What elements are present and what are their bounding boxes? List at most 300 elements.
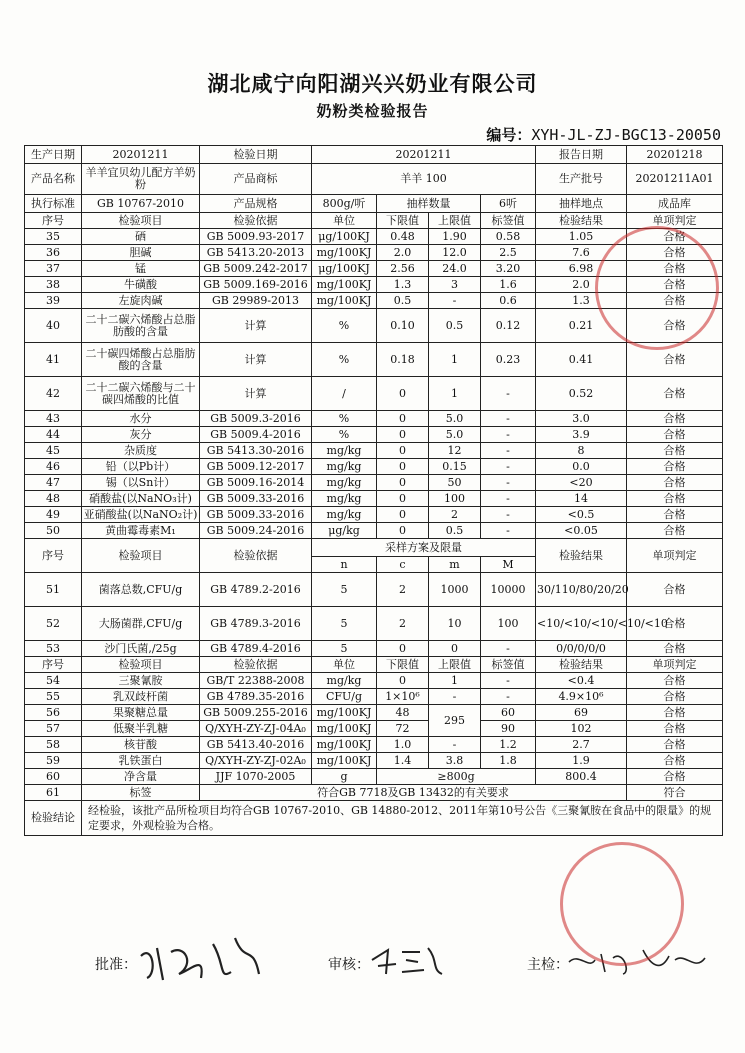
cell-label-value: 0.12 [481, 309, 536, 343]
info-value: 成品库 [627, 195, 723, 213]
cell-method: GB 5413.30-2016 [200, 443, 312, 459]
table-row [25, 721, 723, 737]
cell-judgment: 合格 [627, 377, 723, 411]
cell-lower-limit: 0 [377, 507, 429, 523]
cell-unit: mg/kg [312, 507, 377, 523]
cell-upper-limit: - [429, 737, 481, 753]
cell-lower-limit: 2.56 [377, 261, 429, 277]
cell-label-value: - [481, 377, 536, 411]
cell-unit: mg/100KJ [312, 705, 377, 721]
cell-method: GB 5413.20-2013 [200, 245, 312, 261]
table-row [25, 769, 723, 785]
cell-unit: mg/100KJ [312, 737, 377, 753]
cell-judgment: 合格 [627, 245, 723, 261]
cell-lower-limit: 0 [377, 491, 429, 507]
report-number [486, 124, 721, 145]
cell-result: 1.9 [536, 753, 627, 769]
cell-seq: 41 [25, 343, 82, 377]
cell-upper-limit: 100 [429, 491, 481, 507]
table-row [25, 607, 723, 641]
cell-result: 3.0 [536, 411, 627, 427]
cell-result: 800.4 [536, 769, 627, 785]
cell-judgment: 合格 [627, 411, 723, 427]
cell-c: 0 [377, 641, 429, 657]
cell-unit: % [312, 411, 377, 427]
cell-item: 乳双歧杆菌 [82, 689, 200, 705]
cell-lower-limit: 48 [377, 705, 429, 721]
cell-unit: μg/100KJ [312, 261, 377, 277]
cell-upper-limit: 1.90 [429, 229, 481, 245]
column-header: 检验结果 [536, 657, 627, 673]
cell-lower-limit: 72 [377, 721, 429, 737]
cell-judgment: 合格 [627, 769, 723, 785]
cell-seq: 43 [25, 411, 82, 427]
cell-method: GB 5009.33-2016 [200, 491, 312, 507]
cell-lower-limit: 0 [377, 673, 429, 689]
cell-upper-limit: 12 [429, 443, 481, 459]
table-row [25, 475, 723, 491]
cell-label-value: 1.8 [481, 753, 536, 769]
cell-lower-limit: 0 [377, 443, 429, 459]
cell-judgment: 合格 [627, 607, 723, 641]
cell-item: 硒 [82, 229, 200, 245]
cell-upper-limit: 3 [429, 277, 481, 293]
cell-lower-limit: 0 [377, 377, 429, 411]
cell-upper-limit: 5.0 [429, 427, 481, 443]
cell-label-value: - [481, 523, 536, 539]
cell-unit: mg/kg [312, 443, 377, 459]
cell-seq: 54 [25, 673, 82, 689]
table-row [25, 573, 723, 607]
cell-seq: 58 [25, 737, 82, 753]
column-header: 单项判定 [627, 213, 723, 229]
cell-lower-limit: 0.48 [377, 229, 429, 245]
cell-seq: 38 [25, 277, 82, 293]
cell-seq: 50 [25, 523, 82, 539]
cell-seq: 55 [25, 689, 82, 705]
cell-label-value: 0.58 [481, 229, 536, 245]
cell-item: 杂质度 [82, 443, 200, 459]
column-subheader: m [429, 557, 481, 573]
cell-judgment: 合格 [627, 261, 723, 277]
cell-result: 1.05 [536, 229, 627, 245]
cell-method: GB 5009.12-2017 [200, 459, 312, 475]
cell-seq: 53 [25, 641, 82, 657]
cell-seq: 61 [25, 785, 82, 801]
cell-lower-limit: 0 [377, 459, 429, 475]
column-header: 检验项目 [82, 213, 200, 229]
cell-item: 胆碱 [82, 245, 200, 261]
cell-result: <0.05 [536, 523, 627, 539]
cell-unit: mg/kg [312, 673, 377, 689]
cell-seq: 46 [25, 459, 82, 475]
cell-judgment: 合格 [627, 491, 723, 507]
cell-result: <0.5 [536, 507, 627, 523]
cell-method: JJF 1070-2005 [200, 769, 312, 785]
column-header: 标签值 [481, 657, 536, 673]
cell-label-value: 1.2 [481, 737, 536, 753]
cell-judgment: 合格 [627, 229, 723, 245]
inspection-seal-stamp [595, 226, 719, 350]
cell-method: GB/T 22388-2008 [200, 673, 312, 689]
cell-result: 0.21 [536, 309, 627, 343]
column-header: 序号 [25, 657, 82, 673]
column-header: 检验依据 [200, 213, 312, 229]
cell-lower-limit: 0 [377, 475, 429, 491]
column-header: 序号 [25, 213, 82, 229]
cell-item: 沙门氏菌,/25g [82, 641, 200, 657]
cell-lower-limit: 0 [377, 523, 429, 539]
info-value: 羊羊 100 [312, 164, 536, 195]
cell-item: 标签 [82, 785, 200, 801]
cell-lower-limit: 1.3 [377, 277, 429, 293]
cell-seq: 40 [25, 309, 82, 343]
cell-result: <0.4 [536, 673, 627, 689]
approve-label: 批准： [95, 957, 137, 973]
table3-header-row [25, 657, 723, 673]
cell-item: 核苷酸 [82, 737, 200, 753]
cell-judgment: 合格 [627, 523, 723, 539]
cell-judgment: 合格 [627, 689, 723, 705]
table-row [25, 377, 723, 411]
table1-header-row [25, 213, 723, 229]
cell-upper-limit: 12.0 [429, 245, 481, 261]
column-header: 单位 [312, 213, 377, 229]
cell-seq: 56 [25, 705, 82, 721]
cell-judgment: 合格 [627, 737, 723, 753]
cell-judgment: 合格 [627, 673, 723, 689]
cell-result: 0.52 [536, 377, 627, 411]
report-title: 奶粉类检验报告 [316, 102, 429, 120]
cell-judgment: 合格 [627, 721, 723, 737]
info-label: 生产日期 [25, 146, 82, 164]
table-row [25, 785, 723, 801]
cell-item: 三聚氰胺 [82, 673, 200, 689]
cell-n: 5 [312, 573, 377, 607]
cell-item: 二十二碳六烯酸占总脂肪酸的含量 [82, 309, 200, 343]
cell-item: 二十碳四烯酸占总脂肪酸的含量 [82, 343, 200, 377]
cell-label-value: 1.6 [481, 277, 536, 293]
cell-unit: % [312, 343, 377, 377]
cell-seq: 35 [25, 229, 82, 245]
info-value: 800g/听 [312, 195, 377, 213]
cell-method: GB 5009.33-2016 [200, 507, 312, 523]
cell-result: 0.0 [536, 459, 627, 475]
cell-lower-limit: 0.10 [377, 309, 429, 343]
cell-judgment: 合格 [627, 427, 723, 443]
cell-item: 黄曲霉毒素M₁ [82, 523, 200, 539]
cell-upper-limit: 3.8 [429, 753, 481, 769]
cell-item: 锡（以Sn计） [82, 475, 200, 491]
info-row-2 [25, 164, 723, 195]
cell-upper-limit: 0.5 [429, 523, 481, 539]
conclusion-label: 检验结论 [25, 801, 82, 836]
cell-item: 菌落总数,CFU/g [82, 573, 200, 607]
cell-result: 102 [536, 721, 627, 737]
info-label: 执行标准 [25, 195, 82, 213]
cell-label-value: - [481, 443, 536, 459]
column-header: 序号 [25, 539, 82, 573]
cell-upper-limit: 295 [429, 705, 481, 737]
cell-c: 2 [377, 607, 429, 641]
cell-judgment: 符合 [627, 785, 723, 801]
table-row [25, 753, 723, 769]
column-header: 检验项目 [82, 657, 200, 673]
cell-item: 二十二碳六烯酸与二十碳四烯酸的比值 [82, 377, 200, 411]
cell-method: 计算 [200, 377, 312, 411]
cell-unit: CFU/g [312, 689, 377, 705]
table-row [25, 443, 723, 459]
cell-requirement: 符合GB 7718及GB 13432的有关要求 [200, 785, 627, 801]
company-seal-stamp [560, 842, 684, 966]
info-label: 产品名称 [25, 164, 82, 195]
table-row [25, 459, 723, 475]
cell-result: <20 [536, 475, 627, 491]
cell-upper-limit: 1 [429, 377, 481, 411]
column-subheader: n [312, 557, 377, 573]
cell-unit: % [312, 309, 377, 343]
info-value: 20201218 [627, 146, 723, 164]
cell-item: 锰 [82, 261, 200, 277]
cell-method: GB 5413.40-2016 [200, 737, 312, 753]
cell-unit: mg/100KJ [312, 293, 377, 309]
cell-item: 亚硝酸盐(以NaNO₂计) [82, 507, 200, 523]
cell-label-value: - [481, 459, 536, 475]
table-row [25, 673, 723, 689]
column-header: 检验依据 [200, 539, 312, 573]
cell-lower-limit: 0 [377, 427, 429, 443]
cell-result: 8 [536, 443, 627, 459]
cell-item: 乳铁蛋白 [82, 753, 200, 769]
cell-M: - [481, 641, 536, 657]
cell-seq: 45 [25, 443, 82, 459]
cell-result: 2.7 [536, 737, 627, 753]
cell-label-value: - [481, 689, 536, 705]
cell-seq: 52 [25, 607, 82, 641]
conclusion-row [25, 801, 723, 836]
cell-seq: 60 [25, 769, 82, 785]
cell-label-value: 90 [481, 721, 536, 737]
cell-seq: 44 [25, 427, 82, 443]
column-header: 上限值 [429, 657, 481, 673]
table-row [25, 641, 723, 657]
table-row [25, 705, 723, 721]
cell-result: 6.98 [536, 261, 627, 277]
cell-item: 铅（以Pb计） [82, 459, 200, 475]
cell-unit: mg/100KJ [312, 277, 377, 293]
cell-item: 净含量 [82, 769, 200, 785]
cell-upper-limit: 1 [429, 673, 481, 689]
cell-lower-limit: 2.0 [377, 245, 429, 261]
cell-method: GB 29989-2013 [200, 293, 312, 309]
cell-label-value: - [481, 411, 536, 427]
cell-seq: 36 [25, 245, 82, 261]
cell-method: GB 5009.169-2016 [200, 277, 312, 293]
cell-unit: mg/100KJ [312, 245, 377, 261]
table-row [25, 343, 723, 377]
cell-label-value: 60 [481, 705, 536, 721]
cell-judgment: 合格 [627, 293, 723, 309]
column-header: 上限值 [429, 213, 481, 229]
cell-seq: 37 [25, 261, 82, 277]
cell-lower-limit: 1.4 [377, 753, 429, 769]
cell-judgment: 合格 [627, 475, 723, 491]
cell-upper-limit: 50 [429, 475, 481, 491]
table2-header-row [25, 539, 723, 557]
table-row [25, 507, 723, 523]
cell-result: 0/0/0/0/0 [536, 641, 627, 657]
cell-upper-limit: 0.5 [429, 309, 481, 343]
info-label: 报告日期 [536, 146, 627, 164]
table-row [25, 737, 723, 753]
cell-label-value: 0.23 [481, 343, 536, 377]
cell-judgment: 合格 [627, 459, 723, 475]
cell-unit: μg/100KJ [312, 229, 377, 245]
cell-unit: μg/kg [312, 523, 377, 539]
cell-label-value: - [481, 673, 536, 689]
cell-method: GB 5009.16-2014 [200, 475, 312, 491]
review-label: 审核： [328, 957, 370, 973]
column-header: 单项判定 [627, 657, 723, 673]
cell-item: 水分 [82, 411, 200, 427]
cell-unit: mg/kg [312, 475, 377, 491]
cell-n: 5 [312, 641, 377, 657]
cell-upper-limit: 24.0 [429, 261, 481, 277]
cell-method: GB 4789.4-2016 [200, 641, 312, 657]
info-value: 羊羊宜贝幼儿配方羊奶粉 [82, 164, 200, 195]
column-header: 下限值 [377, 213, 429, 229]
cell-item: 果聚糖总量 [82, 705, 200, 721]
column-header: 检验结果 [536, 213, 627, 229]
column-header: 采样方案及限量 [312, 539, 536, 557]
cell-unit: g [312, 769, 377, 785]
cell-judgment: 合格 [627, 753, 723, 769]
cell-upper-limit: 0.15 [429, 459, 481, 475]
cell-method: GB 4789.35-2016 [200, 689, 312, 705]
cell-item: 左旋肉碱 [82, 293, 200, 309]
table-row [25, 523, 723, 539]
report-number-value: XYH-JL-ZJ-BGC13-20050 [531, 126, 721, 144]
info-label: 产品规格 [200, 195, 312, 213]
cell-judgment: 合格 [627, 573, 723, 607]
info-row-3 [25, 195, 723, 213]
cell-m: 1000 [429, 573, 481, 607]
cell-lower-limit: 0 [377, 411, 429, 427]
info-label: 产品商标 [200, 164, 312, 195]
cell-limit: ≥800g [377, 769, 536, 785]
cell-m: 10 [429, 607, 481, 641]
cell-label-value: 0.6 [481, 293, 536, 309]
info-value: 20201211A01 [627, 164, 723, 195]
cell-M: 10000 [481, 573, 536, 607]
info-row-1 [25, 146, 723, 164]
cell-seq: 59 [25, 753, 82, 769]
cell-item: 灰分 [82, 427, 200, 443]
reviewer-signature [368, 940, 448, 980]
cell-result: <10/<10/<10/<10/<10 [536, 607, 627, 641]
cell-item: 低聚半乳糖 [82, 721, 200, 737]
cell-seq: 51 [25, 573, 82, 607]
cell-label-value: - [481, 491, 536, 507]
table-row [25, 411, 723, 427]
cell-label-value: - [481, 427, 536, 443]
info-label: 生产批号 [536, 164, 627, 195]
cell-seq: 47 [25, 475, 82, 491]
cell-upper-limit: - [429, 689, 481, 705]
cell-method: GB 5009.93-2017 [200, 229, 312, 245]
cell-judgment: 合格 [627, 277, 723, 293]
cell-judgment: 合格 [627, 343, 723, 377]
cell-method: GB 5009.24-2016 [200, 523, 312, 539]
info-value: GB 10767-2010 [82, 195, 200, 213]
cell-method: GB 4789.2-2016 [200, 573, 312, 607]
cell-upper-limit: - [429, 293, 481, 309]
cell-judgment: 合格 [627, 309, 723, 343]
column-header: 单位 [312, 657, 377, 673]
inspect-label: 主检： [527, 957, 569, 973]
info-label: 抽样数量 [377, 195, 481, 213]
column-header: 下限值 [377, 657, 429, 673]
company-name: 湖北咸宁向阳湖兴兴奶业有限公司 [207, 72, 538, 96]
cell-method: 计算 [200, 343, 312, 377]
info-label: 抽样地点 [536, 195, 627, 213]
cell-label-value: 2.5 [481, 245, 536, 261]
cell-upper-limit: 5.0 [429, 411, 481, 427]
info-value: 20201211 [82, 146, 200, 164]
cell-lower-limit: 0.5 [377, 293, 429, 309]
cell-judgment: 合格 [627, 705, 723, 721]
cell-result: 30/110/80/20/20 [536, 573, 627, 607]
cell-m: 0 [429, 641, 481, 657]
cell-label-value: - [481, 475, 536, 491]
cell-c: 2 [377, 573, 429, 607]
cell-method: GB 4789.3-2016 [200, 607, 312, 641]
info-value: 6听 [481, 195, 536, 213]
cell-method: 计算 [200, 309, 312, 343]
cell-seq: 57 [25, 721, 82, 737]
cell-result: 2.0 [536, 277, 627, 293]
cell-judgment: 合格 [627, 641, 723, 657]
cell-result: 4.9×10⁶ [536, 689, 627, 705]
cell-method: Q/XYH-ZY-ZJ-04A₀ [200, 721, 312, 737]
cell-result: 1.3 [536, 293, 627, 309]
cell-M: 100 [481, 607, 536, 641]
cell-lower-limit: 1×10⁶ [377, 689, 429, 705]
cell-method: GB 5009.4-2016 [200, 427, 312, 443]
cell-seq: 42 [25, 377, 82, 411]
cell-label-value: - [481, 507, 536, 523]
report-number-label: 编号： [486, 126, 532, 144]
table-row [25, 491, 723, 507]
cell-seq: 39 [25, 293, 82, 309]
cell-judgment: 合格 [627, 443, 723, 459]
column-subheader: c [377, 557, 429, 573]
conclusion-text: 经检验，该批产品所检项目均符合GB 10767-2010、GB 14880-2012、2011年第10号公告《三聚氰胺在食品中的限量》的规定要求，外观检验为合格。 [82, 801, 723, 836]
table-row [25, 689, 723, 705]
cell-unit: mg/100KJ [312, 753, 377, 769]
cell-label-value: 3.20 [481, 261, 536, 277]
column-header: 检验结果 [536, 539, 627, 573]
cell-result: 69 [536, 705, 627, 721]
cell-method: GB 5009.3-2016 [200, 411, 312, 427]
cell-lower-limit: 0.18 [377, 343, 429, 377]
cell-n: 5 [312, 607, 377, 641]
info-label: 检验日期 [200, 146, 312, 164]
column-header: 标签值 [481, 213, 536, 229]
cell-result: 3.9 [536, 427, 627, 443]
column-header: 单项判定 [627, 539, 723, 573]
cell-unit: mg/kg [312, 459, 377, 475]
